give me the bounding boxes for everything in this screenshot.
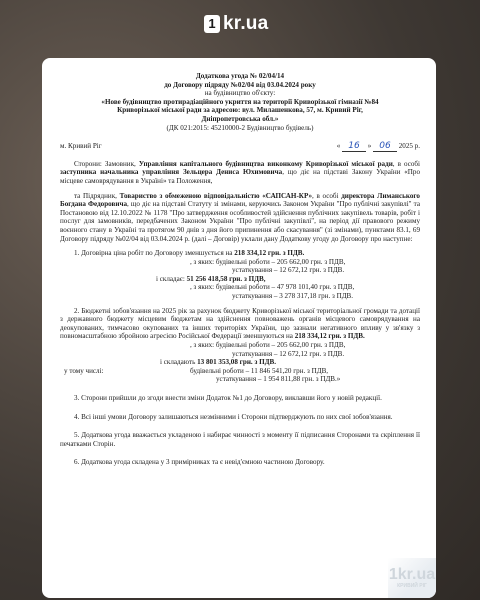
date: [337, 142, 420, 152]
document-page: [42, 58, 436, 598]
clause-1-breakdown-1: , з яких: будівельні роботи – 205 662,00 грн. з ПДВ,: [190, 257, 346, 266]
clause-4: 4. Всі інші умови Договору залишаються незмінними і Сторони підтверджують по них свої зобов'язання.: [74, 412, 393, 421]
object-name-2: Криворізької міської ради за адресою: вул. Милашенкова, 57, м. Кривий Ріг,: [117, 106, 363, 115]
clause-total-amount: 13 801 353,08 грн. з ПДВ.: [197, 358, 276, 367]
customer-representative: заступника начальника управління Зельцера Дениса Юхимовича: [60, 168, 283, 177]
preamble-text: , що діє на підставі Статуту зі змінами, керуючись Законом України "Про публічні закупівлі" та Постановою від 12.10.2022 № 1178 "Про затвердження особливостей здійснення публічних закупівель товарів, робіт і послуг для замовників, передбачених Законом України "Про публічні закупівлі", на період дії правового режиму воєнного стану в Україні та протягом 90 днів з дня його припинення або скасування" (зі змінами), пунктами 83.1, 69 Договору підряду №02/04 від 03.04.2024 р. (далі – Договір) уклали дану Додаткову угоду до Договору про наступне:: [60, 200, 420, 243]
preamble-text: , в особі: [312, 191, 342, 200]
clause-text: 1. Договірна ціна робіт по Договору зменшується на: [74, 249, 235, 258]
clause-text: і складає:: [156, 274, 187, 283]
clause-2-breakdown-3: [60, 367, 420, 376]
contractor-representative: директора Лиманського Богдана Федоровича: [60, 191, 420, 209]
preamble-text: та Підрядник,: [74, 191, 120, 200]
clause-3: 3. Сторони прийшли до згоди внести зміни Додаток №1 до Договору, виклавши його у новій редакції.: [74, 394, 382, 402]
clause-2-total: [60, 358, 420, 367]
clause-5: 5. Додаткова угода вважається укладеною і набирає чинності з моменту її підписання Сторонами та скріплення її печатками Сторін.: [60, 431, 420, 448]
clause-text: 2. Бюджетні зобов'язання на 2025 рік за рахунок бюджету Криворізької міської територіальної громади та дотації з державного бюджету місцевим бюджетам на здійснення повноважень органів місцевого самоврядування на деокупованих, тимчасово окупованих та інших територіях України, що зазнали негативного впливу у зв'язку з повномасштабною збройною агресією Російської Федерації зменшуються на: [60, 306, 420, 341]
clause-2: [60, 307, 420, 384]
clause-text: будівельні роботи – 11 846 541,20 грн. з ПДВ,: [190, 366, 329, 375]
agreement-title: Додаткова угода № 02/04/14: [195, 72, 285, 80]
clause-1-breakdown-2: устаткування – 12 672,12 грн. з ПДВ.: [232, 266, 345, 275]
object-name-1: «Нове будівництво протирадіаційного укриття на території Криворізької гімназії №84: [101, 97, 379, 106]
clause-1-breakdown-4: устаткування – 3 278 317,18 грн. з ПДВ.: [232, 292, 354, 301]
logo-text: kr.ua: [223, 13, 269, 34]
customer-name: Управління капітального будівництва виконкому Криворізької міської ради: [138, 159, 393, 168]
object-intro: на будівництво об'єкту:: [204, 89, 276, 98]
clause-2-breakdown-1: , з яких: будівельні роботи – 205 662,00 грн. з ПДВ,: [190, 341, 346, 350]
clause-text: і складають: [160, 358, 198, 367]
clause-2-breakdown-4: устаткування – 1 954 811,88 грн. з ПДВ.»: [216, 375, 341, 384]
document-header: [60, 72, 420, 132]
clause-amount: 218 334,12 грн. з ПДВ.: [294, 332, 365, 341]
clause-6: 6. Додаткова угода складена у 3 примірниках та є невід'ємною частиною Договору.: [74, 458, 325, 467]
date-quote-close: »: [367, 142, 372, 151]
clause-amount: 218 334,12 грн. з ПДВ.: [234, 249, 305, 258]
contractor-name: Товариство з обмеженою відповідальністю «САПСАН-КР»: [119, 191, 313, 200]
clause-2-lead: [60, 307, 420, 341]
date-month: 06: [373, 142, 396, 152]
site-logo[interactable]: [204, 14, 268, 34]
clause-2-breakdown-2: устаткування – 12 672,12 грн. з ПДВ.: [232, 349, 345, 358]
clause-1-total: [60, 275, 420, 284]
clause-1-lead: [60, 249, 420, 258]
preamble-text: , що діє на підставі Закону України «Про місцеве самоврядування в Україні» та Положення,: [60, 168, 420, 185]
preamble-parties: [60, 160, 420, 186]
clause-text: у тому числі:: [64, 366, 104, 375]
clause-total-amount: 51 256 418,58 грн. з ПДВ,: [186, 274, 266, 283]
preamble-text: Сторони: Замовник,: [74, 159, 139, 168]
place: м. Кривий Ріг: [60, 142, 102, 151]
date-year: 2025 р.: [398, 142, 420, 151]
clause-1-breakdown-3: , з яких: будівельні роботи – 47 978 101,40 грн. з ПДВ,: [190, 283, 355, 292]
contract-reference: до Договору підряду №02/04 від 03.04.2024 року: [164, 80, 316, 89]
watermark-mark: 1kr.ua: [388, 566, 436, 583]
watermark-logo: [388, 558, 436, 598]
preamble-contractor: [60, 192, 420, 244]
watermark-sub: КРИВИЙ РІГ: [397, 583, 427, 589]
classification-code: (ДК 021:2015: 45210000-2 Будівництво будівель): [166, 123, 314, 132]
object-name-3: Дніпропетровська обл.»: [201, 114, 279, 123]
place-date-row: [60, 142, 420, 152]
clause-1: [60, 249, 420, 301]
preamble-text: , в особі: [392, 159, 421, 168]
logo-mark: 1: [204, 15, 220, 33]
date-day: 16: [342, 142, 365, 152]
date-quote-open: «: [336, 142, 341, 151]
